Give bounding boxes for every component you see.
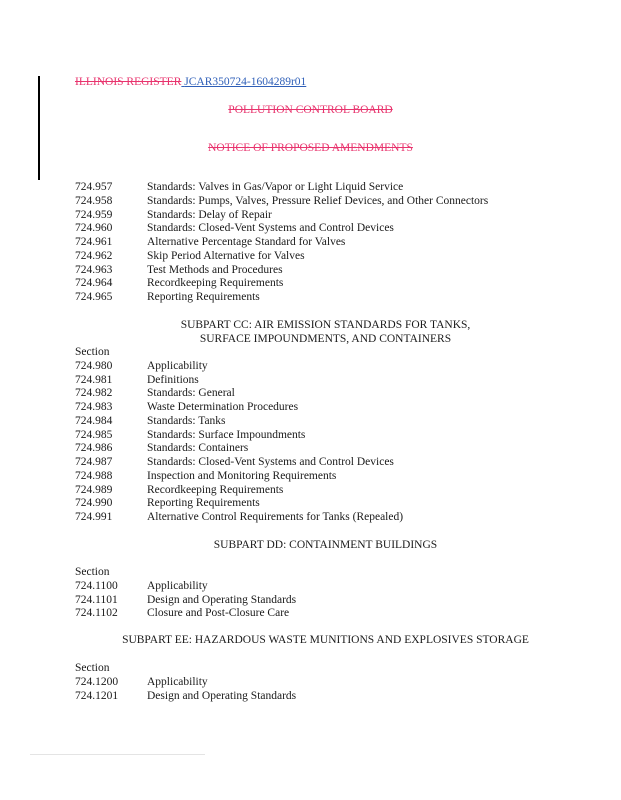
section-entry [75, 264, 488, 278]
section-entry [75, 181, 488, 195]
section-entry [75, 470, 403, 484]
subpart-dd-list [75, 566, 296, 621]
section-number: 724.982 [75, 387, 113, 400]
section-entry [75, 484, 403, 498]
section-title: Applicability [147, 675, 208, 688]
section-entry [75, 580, 296, 594]
section-label: Section [75, 346, 110, 358]
section-title: Applicability [147, 579, 208, 592]
section-entry [75, 250, 488, 264]
section-number: 724.1201 [75, 689, 119, 702]
section-title: Standards: Pumps, Valves, Pressure Relief Devices, and Other Connectors [147, 194, 489, 207]
section-entry [75, 690, 296, 704]
section-number: 724.1200 [75, 675, 119, 688]
section-number: 724.962 [75, 249, 113, 262]
section-entry [75, 511, 403, 525]
notice-title: NOTICE OF PROPOSED AMENDMENTS [208, 142, 413, 154]
section-label: Section [75, 566, 110, 578]
section-entry [75, 442, 403, 456]
section-title: Standards: Closed-Vent Systems and Control Devices [147, 222, 394, 235]
section-number: 724.985 [75, 428, 113, 441]
section-title: Applicability [147, 359, 208, 372]
board-title: POLLUTION CONTROL BOARD [228, 104, 393, 116]
section-entry [75, 607, 296, 621]
section-number: 724.989 [75, 483, 113, 496]
section-title: Recordkeeping Requirements [147, 277, 284, 290]
section-number: 724.958 [75, 194, 113, 207]
doc-code-link[interactable] [181, 76, 306, 88]
section-number: 724.990 [75, 497, 113, 510]
section-title: Alternative Percentage Standard for Valves [147, 236, 346, 248]
section-number: 724.960 [75, 222, 113, 235]
register-title: ILLINOIS REGISTER [75, 76, 182, 88]
section-entry [75, 429, 403, 443]
subpart-dd-items [75, 580, 296, 621]
section-entry [75, 676, 296, 690]
section-entry [75, 236, 488, 250]
section-number: 724.981 [75, 373, 113, 386]
section-entry [75, 277, 488, 291]
section-title: Standards: Tanks [147, 414, 226, 427]
section-title: Standards: Delay of Repair [147, 208, 272, 221]
section-entry [75, 456, 403, 470]
section-entry [75, 222, 488, 236]
section-entry [75, 209, 488, 223]
section-number: 724.964 [75, 277, 113, 290]
subpart-dd-heading: SUBPART DD: CONTAINMENT BUILDINGS [213, 539, 438, 551]
section-title: Closure and Post-Closure Care [147, 607, 290, 620]
section-entry [75, 360, 403, 374]
subpart-cc-heading-line2: SURFACE IMPOUNDMENTS, AND CONTAINERS [199, 333, 452, 345]
section-entry [75, 195, 488, 209]
section-title: Reporting Requirements [147, 291, 260, 303]
section-entry [75, 387, 403, 401]
section-entry [75, 374, 403, 388]
section-title: Recordkeeping Requirements [147, 483, 284, 496]
section-title: Standards: General [147, 387, 235, 400]
section-entry [75, 401, 403, 415]
section-title: Design and Operating Standards [147, 689, 297, 702]
subpart-cc-list [75, 346, 403, 525]
section-title: Test Methods and Procedures [147, 263, 283, 276]
section-entry [75, 291, 488, 305]
section-number: 724.987 [75, 456, 113, 468]
section-title: Standards: Valves in Gas/Vapor or Light Liquid Service [147, 181, 404, 193]
subpart-ee-list [75, 662, 296, 703]
section-number: 724.983 [75, 401, 113, 413]
subpart-cc-heading [40, 318, 611, 346]
section-title: Definitions [147, 373, 199, 386]
subpart-bb-list [75, 181, 488, 305]
section-number: 724.965 [75, 291, 113, 303]
section-title: Waste Determination Procedures [147, 401, 299, 413]
section-number: 724.988 [75, 469, 113, 482]
section-title: Skip Period Alternative for Valves [147, 249, 305, 262]
subpart-cc-heading-line1: SUBPART CC: AIR EMISSION STANDARDS FOR TANKS, [180, 319, 471, 331]
section-number: 724.980 [75, 359, 113, 372]
section-title: Standards: Surface Impoundments [147, 428, 306, 441]
section-number: 724.961 [75, 236, 113, 248]
section-title: Reporting Requirements [147, 497, 260, 510]
register-header [75, 76, 306, 88]
section-entry [75, 497, 403, 511]
subpart-cc-items [75, 360, 403, 525]
section-entry [75, 415, 403, 429]
section-entry [75, 594, 296, 608]
section-number: 724.963 [75, 263, 113, 276]
section-number: 724.1100 [75, 579, 118, 592]
section-number: 724.1101 [75, 593, 118, 606]
section-number: 724.957 [75, 181, 113, 193]
revision-bar [38, 76, 40, 180]
footer-rule [30, 754, 205, 755]
section-number: 724.959 [75, 208, 113, 221]
section-title: Alternative Control Requirements for Tanks (Repealed) [147, 511, 404, 523]
section-label: Section [75, 662, 110, 674]
section-number: 724.984 [75, 414, 113, 427]
section-title: Standards: Closed-Vent Systems and Control Devices [147, 456, 394, 468]
section-number: 724.991 [75, 511, 113, 523]
subpart-ee-items [75, 676, 296, 704]
section-title: Standards: Containers [147, 442, 249, 455]
subpart-ee-heading: SUBPART EE: HAZARDOUS WASTE MUNITIONS AND EXPLOSIVES STORAGE [122, 634, 529, 646]
section-number: 724.1102 [75, 607, 118, 620]
doc-code-text: JCAR350724-1604289r01 [184, 76, 307, 88]
section-title: Inspection and Monitoring Requirements [147, 469, 337, 482]
section-title: Design and Operating Standards [147, 593, 297, 606]
section-number: 724.986 [75, 442, 113, 455]
